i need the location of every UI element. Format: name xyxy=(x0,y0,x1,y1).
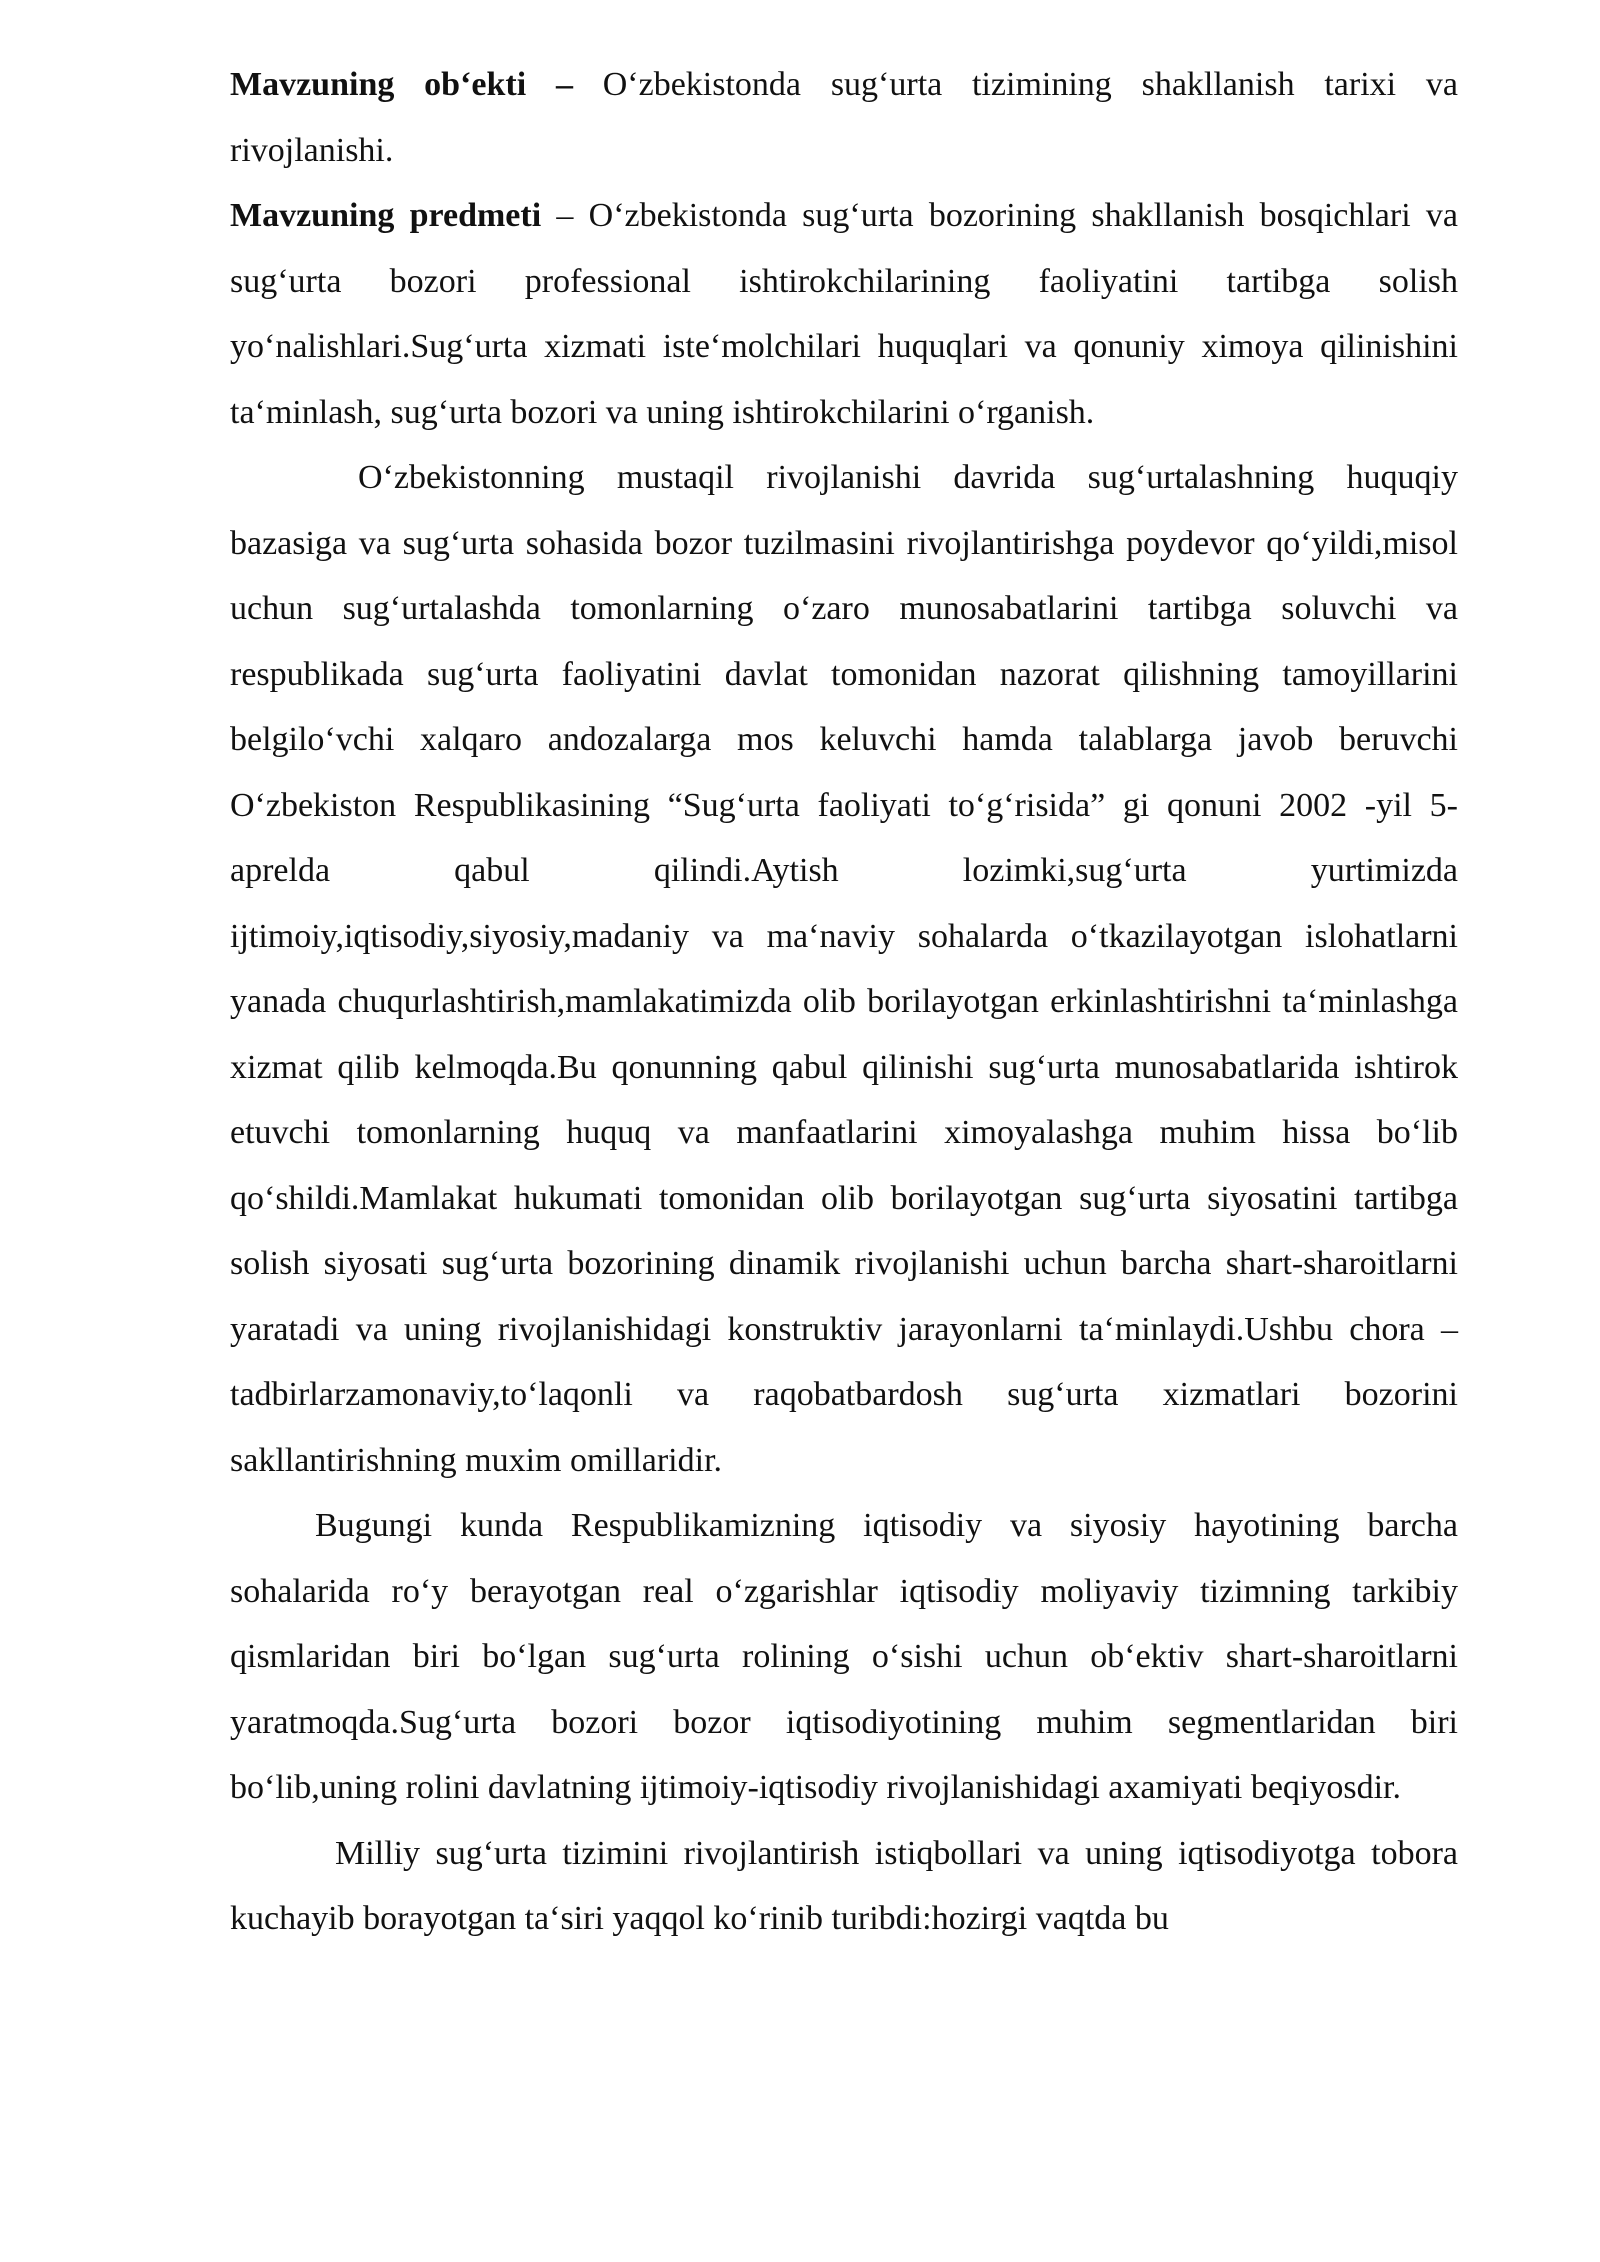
object-text: O‘zbekistonda sug‘urta tizimining shakllanish tarixi va rivojlanishi. xyxy=(230,66,1459,169)
body-paragraph: Bugungi kunda Respublikamizning iqtisodiy va siyosiy hayotining barcha sohalarida ro‘y berayotgan real o‘zgarishlar iqtisodiy moliyaviy tizimning tarkibiy qismlaridan biri bo‘lgan sug‘urta rolining o‘sishi uchun ob‘ektiv shart-sharoitlarni yaratmoqda.Sug‘urta bozori bozor iqtisodiyotining muhim segmentlaridan biri bo‘lib,uning rolini davlatning ijtimoiy-iqtisodiy rivojlanishidagi axamiyati beqiyosdir. xyxy=(230,1507,1458,1806)
subject-text: – O‘zbekistonda sug‘urta bozorining shakllanish bosqichlari va sug‘urta bozori professional ishtirokchilarining faoliyatini tartibga solish yo‘nalishlari.Sug‘urta xizmati iste‘molchilari huquqlari va qonuniy ximoya qilinishini ta‘minlash, sug‘urta bozori va uning ishtirokchilarini o‘rganish. xyxy=(230,197,1458,431)
subject-paragraph xyxy=(230,183,1458,445)
body-paragraph: Milliy sug‘urta tizimini rivojlantirish istiqbollari va uning iqtisodiyotga tobora kuchayib borayotgan ta‘siri yaqqol ko‘rinib turibdi:hozirgi vaqtda bu xyxy=(230,1834,1458,1937)
object-paragraph xyxy=(230,52,1458,183)
body-paragraph: O‘zbekistonning mustaqil rivojlanishi davrida sug‘urtalashning huquqiy bazasiga va sug‘urta sohasida bozor tuzilmasini rivojlantirishga poydevor qo‘yildi,misol uchun sug‘urtalashda tomonlarning o‘zaro munosabatlarini tartibga soluvchi va respublikada sug‘urta faoliyatini davlat tomonidan nazorat qilishning tamoyillarini belgilo‘vchi xalqaro andozalarga mos keluvchi hamda talablarga javob beruvchi O‘zbekiston Respublikasining “Sug‘urta faoliyati to‘g‘risida” gi qonuni 2002 -yil 5-aprelda qabul qilindi.Aytish lozimki,sug‘urta yurtimizda ijtimoiy,iqtisodiy,siyosiy,madaniy va ma‘naviy sohalarda o‘tkazilayotgan islohatlarni yanada chuqurlashtirish,mamlakatimizda olib borilayotgan erkinlashtirishni ta‘minlashga xizmat qilib kelmoqda.Bu qonunning qabul qilinishi sug‘urta munosabatlarida ishtirok etuvchi tomonlarning huquq va manfaatlarini ximoyalashga muhim hissa bo‘lib qo‘shildi.Mamlakat hukumati tomonidan olib borilayotgan sug‘urta siyosatini tartibga solish siyosati sug‘urta bozorining dinamik rivojlanishi uchun barcha shart-sharoitlarni yaratadi va uning rivojlanishidagi konstruktiv jarayonlarni ta‘minlaydi.Ushbu chora – tadbirlarzamonaviy,to‘laqonli va raqobatbardosh sug‘urta xizmatlari bozorini sakllantirishning muxim omillaridir. xyxy=(230,459,1458,1479)
document-page xyxy=(230,52,1458,1952)
object-heading: Mavzuning ob‘ekti – xyxy=(230,66,573,103)
subject-heading: Mavzuning predmeti xyxy=(230,197,542,234)
